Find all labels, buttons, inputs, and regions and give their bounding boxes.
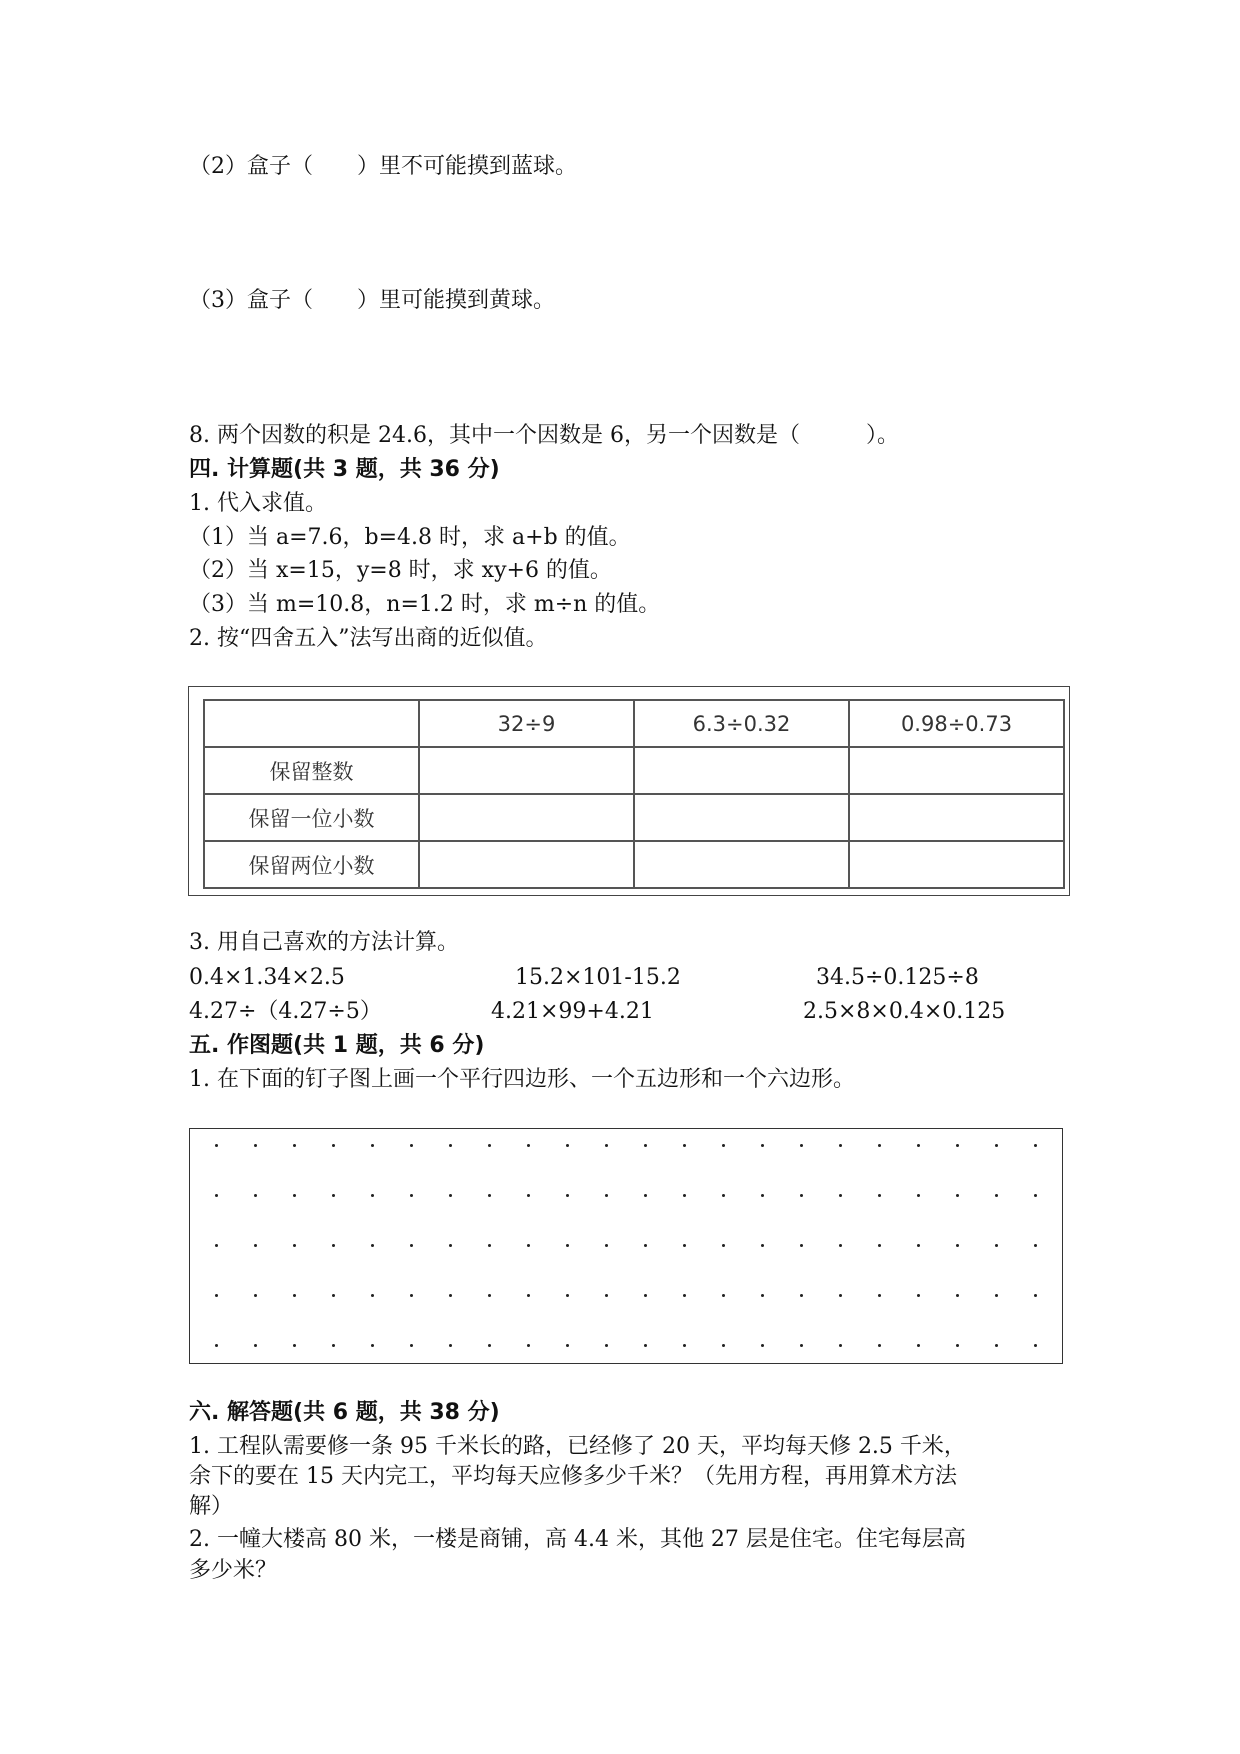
nail-dot	[839, 1294, 842, 1297]
nail-dot	[995, 1344, 998, 1347]
calc-expression: 4.27÷（4.27÷5）	[189, 999, 382, 1024]
nail-dot	[644, 1144, 647, 1147]
nail-dot	[215, 1344, 218, 1347]
nail-dot	[332, 1144, 335, 1147]
s4-q1-item-2: （2）当 x=15，y=8 时，求 xy+6 的值。	[189, 558, 612, 583]
nail-dot	[254, 1144, 257, 1147]
nail-dot	[215, 1244, 218, 1247]
nail-dot	[605, 1344, 608, 1347]
nail-dot	[722, 1344, 725, 1347]
nail-dot	[527, 1194, 530, 1197]
table-header-cell: 32÷9	[419, 700, 634, 747]
nail-dot	[449, 1344, 452, 1347]
nail-dot	[566, 1244, 569, 1247]
calc-expression: 2.5×8×0.4×0.125	[803, 999, 1006, 1024]
nail-dot	[800, 1194, 803, 1197]
nail-dot	[488, 1344, 491, 1347]
nail-dot	[332, 1244, 335, 1247]
nail-dot	[488, 1294, 491, 1297]
rounding-table-frame	[188, 686, 1070, 896]
nail-dot	[956, 1294, 959, 1297]
nail-dot	[449, 1194, 452, 1197]
nail-dot	[683, 1144, 686, 1147]
table-row-label: 保留一位小数	[204, 794, 419, 841]
nail-dot	[722, 1294, 725, 1297]
nail-dot	[566, 1194, 569, 1197]
nail-dot	[293, 1244, 296, 1247]
nail-dot	[722, 1244, 725, 1247]
section4-title: 四. 计算题(共 3 题，共 36 分)	[189, 457, 500, 482]
s6-q2-line: 多少米？	[189, 1558, 278, 1583]
s6-q2-line: 2. 一幢大楼高 80 米，一楼是商铺，高 4.4 米，其他 27 层是住宅。住宅每层高	[189, 1527, 966, 1552]
nail-dot	[410, 1194, 413, 1197]
nail-dot	[449, 1244, 452, 1247]
nail-dot	[878, 1194, 881, 1197]
nail-dot	[917, 1194, 920, 1197]
nail-dot	[878, 1294, 881, 1297]
nail-dot	[410, 1144, 413, 1147]
q8-text: 8. 两个因数的积是 24.6，其中一个因数是 6，另一个因数是（ ）。	[189, 423, 899, 448]
nail-dot	[410, 1344, 413, 1347]
nail-dot	[800, 1294, 803, 1297]
nail-dot	[293, 1294, 296, 1297]
nail-dot	[566, 1144, 569, 1147]
nail-dot	[800, 1144, 803, 1147]
nail-dot	[644, 1244, 647, 1247]
q7-line2: （2）盒子（ ）里不可能摸到蓝球。	[189, 154, 577, 179]
nail-dot	[605, 1194, 608, 1197]
nail-dot	[293, 1194, 296, 1197]
answer-cell[interactable]	[849, 794, 1064, 841]
table-header-cell: 6.3÷0.32	[634, 700, 849, 747]
nail-dot	[371, 1194, 374, 1197]
nail-dot	[371, 1294, 374, 1297]
nail-dot	[1034, 1294, 1037, 1297]
nail-dot	[1034, 1194, 1037, 1197]
answer-cell[interactable]	[849, 841, 1064, 888]
nail-dot	[254, 1344, 257, 1347]
table-row-label: 保留整数	[204, 747, 419, 794]
nail-dot	[1034, 1344, 1037, 1347]
nail-dot	[917, 1344, 920, 1347]
nail-dot	[995, 1294, 998, 1297]
table-row	[204, 794, 1064, 841]
nail-dot	[995, 1194, 998, 1197]
nail-dot	[410, 1244, 413, 1247]
nail-dot	[332, 1294, 335, 1297]
table-header-cell: 0.98÷0.73	[849, 700, 1064, 747]
nail-dot	[215, 1194, 218, 1197]
nail-dot	[371, 1144, 374, 1147]
nail-dot	[761, 1244, 764, 1247]
s6-q1-line: 余下的要在 15 天内完工，平均每天应修多少千米？（先用方程，再用算术方法	[189, 1464, 957, 1489]
nail-dot	[683, 1244, 686, 1247]
nail-dot	[683, 1344, 686, 1347]
nail-dot	[527, 1344, 530, 1347]
nail-dot	[215, 1294, 218, 1297]
s6-q1-line: 解）	[189, 1494, 234, 1519]
nail-dot	[878, 1144, 881, 1147]
nail-dot	[839, 1194, 842, 1197]
nail-dot	[488, 1244, 491, 1247]
table-row	[204, 747, 1064, 794]
nail-dot	[956, 1244, 959, 1247]
section5-title: 五. 作图题(共 1 题，共 6 分)	[189, 1033, 485, 1058]
s6-q1-line: 1. 工程队需要修一条 95 千米长的路，已经修了 20 天，平均每天修 2.5 千米，	[189, 1434, 966, 1459]
nail-dot	[917, 1244, 920, 1247]
table-row-label: 保留两位小数	[204, 841, 419, 888]
nail-dot	[293, 1344, 296, 1347]
nail-dot	[761, 1194, 764, 1197]
nail-dot	[917, 1144, 920, 1147]
s4-q2-title: 2. 按“四舍五入”法写出商的近似值。	[189, 626, 548, 651]
nail-dot	[995, 1244, 998, 1247]
nail-dot	[293, 1144, 296, 1147]
nail-dot	[683, 1294, 686, 1297]
nail-dot	[761, 1144, 764, 1147]
table-header-cell	[204, 700, 419, 747]
nail-dot	[254, 1294, 257, 1297]
nail-dot	[332, 1194, 335, 1197]
answer-cell[interactable]	[419, 747, 634, 794]
nail-dot	[605, 1144, 608, 1147]
answer-cell[interactable]	[634, 794, 849, 841]
nail-dot	[956, 1344, 959, 1347]
table-header-row	[204, 700, 1064, 747]
calc-expression: 4.21×99+4.21	[491, 999, 654, 1024]
nail-dot	[839, 1344, 842, 1347]
nail-dot	[371, 1344, 374, 1347]
nail-dot	[1034, 1144, 1037, 1147]
calc-expression: 0.4×1.34×2.5	[189, 965, 345, 990]
s5-q1-text: 1. 在下面的钉子图上画一个平行四边形、一个五边形和一个六边形。	[189, 1067, 855, 1092]
nail-dot	[878, 1344, 881, 1347]
nail-dot	[956, 1194, 959, 1197]
nail-dot	[605, 1244, 608, 1247]
nail-dot	[488, 1144, 491, 1147]
nail-dot	[332, 1344, 335, 1347]
s4-q1-item-1: （1）当 a=7.6，b=4.8 时，求 a+b 的值。	[189, 525, 631, 550]
nail-dot	[644, 1344, 647, 1347]
nail-dot	[800, 1244, 803, 1247]
nail-dot	[566, 1344, 569, 1347]
nail-dot	[215, 1144, 218, 1147]
answer-cell[interactable]	[634, 747, 849, 794]
nail-dot	[722, 1194, 725, 1197]
nail-dot	[644, 1194, 647, 1197]
nail-dot	[410, 1294, 413, 1297]
nail-dot	[878, 1244, 881, 1247]
q7-line3: （3）盒子（ ）里可能摸到黄球。	[189, 288, 555, 313]
nail-dot	[722, 1144, 725, 1147]
nail-dot-grid[interactable]	[189, 1128, 1063, 1364]
s4-q3-title: 3. 用自己喜欢的方法计算。	[189, 930, 459, 955]
nail-dot	[683, 1194, 686, 1197]
nail-dot	[917, 1294, 920, 1297]
nail-dot	[995, 1144, 998, 1147]
nail-dot	[449, 1144, 452, 1147]
answer-cell[interactable]	[849, 747, 1064, 794]
nail-dot	[761, 1294, 764, 1297]
nail-dot	[644, 1294, 647, 1297]
nail-dot	[527, 1144, 530, 1147]
answer-cell[interactable]	[419, 794, 634, 841]
s4-q1-item-3: （3）当 m=10.8，n=1.2 时，求 m÷n 的值。	[189, 592, 661, 617]
nail-dot	[761, 1344, 764, 1347]
nail-dot	[449, 1294, 452, 1297]
nail-dot	[254, 1194, 257, 1197]
nail-dot	[488, 1194, 491, 1197]
nail-dot	[839, 1144, 842, 1147]
calc-expression: 34.5÷0.125÷8	[816, 965, 979, 990]
nail-dot	[566, 1294, 569, 1297]
nail-dot	[956, 1144, 959, 1147]
table-row	[204, 841, 1064, 888]
nail-dot	[1034, 1244, 1037, 1247]
nail-dot	[371, 1244, 374, 1247]
nail-dot	[527, 1244, 530, 1247]
nail-dot	[254, 1244, 257, 1247]
nail-dot	[605, 1294, 608, 1297]
answer-cell[interactable]	[419, 841, 634, 888]
nail-dot	[800, 1344, 803, 1347]
nail-dot	[839, 1244, 842, 1247]
rounding-table	[203, 699, 1065, 889]
answer-cell[interactable]	[634, 841, 849, 888]
section6-title: 六. 解答题(共 6 题，共 38 分)	[189, 1400, 500, 1425]
s4-q1-title: 1. 代入求值。	[189, 491, 327, 516]
calc-expression: 15.2×101-15.2	[515, 965, 681, 990]
nail-dot	[527, 1294, 530, 1297]
